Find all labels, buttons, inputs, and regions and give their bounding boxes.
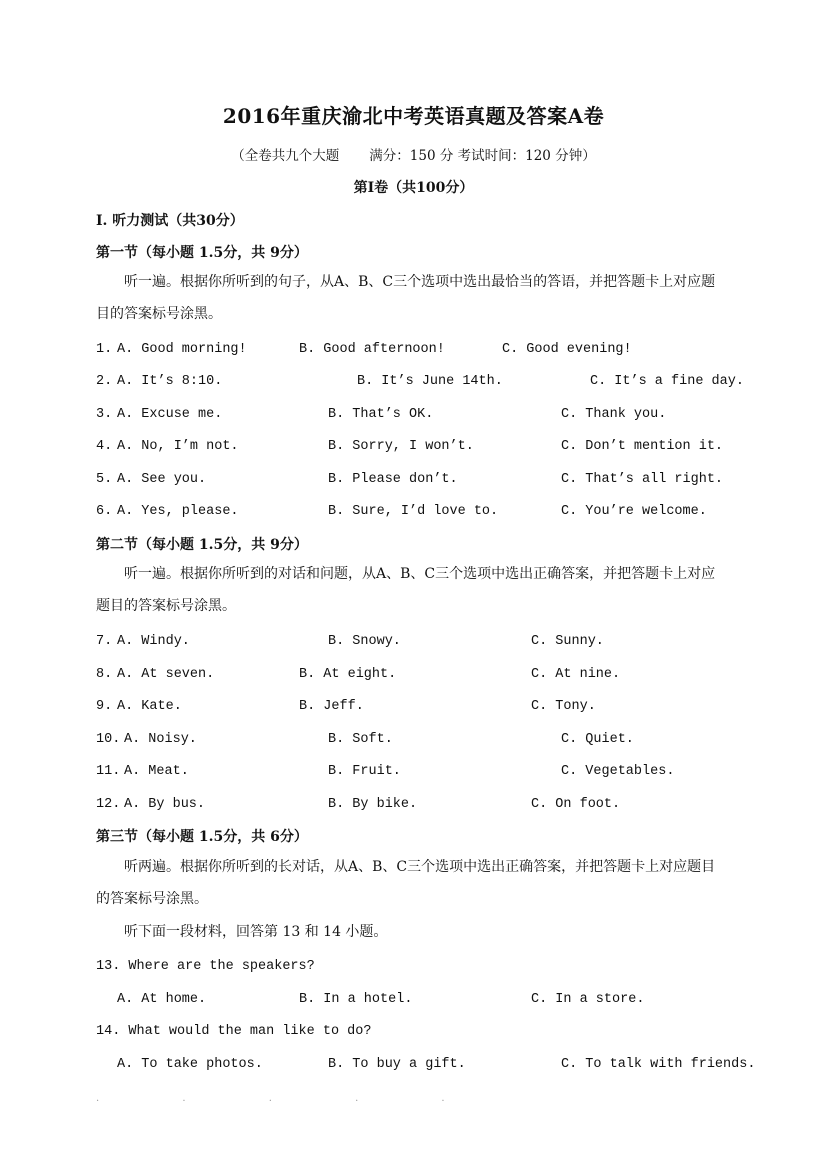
- option-b: B. To buy a gift.: [328, 1057, 466, 1072]
- option-a: A. Yes, please.: [117, 504, 239, 519]
- option-c: C. On foot.: [531, 797, 621, 812]
- option-a: A. At seven.: [117, 667, 215, 682]
- question-13-text: 13. Where are the speakers?: [96, 959, 315, 974]
- option-a: A. Windy.: [117, 634, 190, 649]
- option-a: A. See you.: [117, 472, 207, 487]
- question-number: 7.: [96, 634, 113, 649]
- option-b: B. Fruit.: [328, 764, 401, 779]
- option-b: B. Sorry, I won’t.: [328, 439, 474, 454]
- question-number: 2.: [96, 374, 113, 389]
- question-number: 11.: [96, 764, 121, 779]
- option-a: A. No, I’m not.: [117, 439, 239, 454]
- option-c: C. Tony.: [531, 699, 596, 714]
- page-title: 2016年重庆渝北中考英语真题及答案A卷: [222, 104, 605, 128]
- option-c: C. That’s all right.: [561, 472, 724, 487]
- question-number: 9.: [96, 699, 113, 714]
- exam-info-part-a: （全卷共九个大题: [231, 148, 340, 164]
- option-b: B. By bike.: [328, 797, 418, 812]
- option-a: A. At home.: [117, 992, 207, 1007]
- option-b: B. Jeff.: [299, 699, 364, 714]
- exam-info: [0, 144, 827, 164]
- option-a: A. To take photos.: [117, 1057, 263, 1072]
- option-c: C. In a store.: [531, 992, 645, 1007]
- part2-instruction: 听一遍。根据你所听到的对话和问题，从A、B、C三个选项中选出正确答案，并把答题卡上对应题目的答案标号涂黑。: [96, 566, 716, 614]
- question-14-text: 14. What would the man like to do?: [96, 1024, 372, 1039]
- option-b: B. Snowy.: [328, 634, 401, 649]
- option-a: A. Noisy.: [124, 732, 197, 747]
- question-number: 12.: [96, 797, 121, 812]
- volume-heading: 第I卷（共100分）: [353, 180, 474, 196]
- part2-heading: 第二节（每小题 1.5分，共 9分）: [96, 537, 308, 553]
- option-a: A. Kate.: [117, 699, 182, 714]
- option-c: C. Vegetables.: [561, 764, 675, 779]
- part3-instruction: 听两遍。根据你所听到的长对话，从A、B、C三个选项中选出正确答案，并把答题卡上对应题目的答案标号涂黑。: [96, 859, 716, 907]
- part3-material-note: 听下面一段材料，回答第 13 和 14 小题。: [124, 924, 388, 940]
- section-heading: I. 听力测试（共30分）: [96, 213, 244, 229]
- option-a: A. Meat.: [124, 764, 189, 779]
- option-c: C. Don’t mention it.: [561, 439, 724, 454]
- option-a: A. Excuse me.: [117, 407, 223, 422]
- option-c: C. Quiet.: [561, 732, 634, 747]
- exam-info-part-b: 满分：150 分 考试时间：120 分钟）: [369, 148, 596, 164]
- option-c: C. To talk with friends.: [561, 1057, 756, 1072]
- option-a: A. Good morning!: [117, 342, 247, 357]
- option-b: B. Soft.: [328, 732, 393, 747]
- part1-instruction: 听一遍。根据你所听到的句子，从A、B、C三个选项中选出最恰当的答语，并把答题卡上对应题目的答案标号涂黑。: [96, 274, 716, 322]
- option-c: C. You’re welcome.: [561, 504, 707, 519]
- question-number: 4.: [96, 439, 113, 454]
- option-c: C. Thank you.: [561, 407, 667, 422]
- option-a: A. It’s 8:10.: [117, 374, 223, 389]
- option-b: B. Sure, I’d love to.: [328, 504, 499, 519]
- option-c: C. It’s a fine day.: [590, 374, 744, 389]
- question-number: 10.: [96, 732, 121, 747]
- option-c: C. Sunny.: [531, 634, 604, 649]
- option-b: B. Good afternoon!: [299, 342, 445, 357]
- option-b: B. In a hotel.: [299, 992, 413, 1007]
- option-b: B. It’s June 14th.: [357, 374, 503, 389]
- option-c: C. At nine.: [531, 667, 621, 682]
- question-number: 3.: [96, 407, 113, 422]
- option-c: C. Good evening!: [502, 342, 632, 357]
- question-number: 8.: [96, 667, 113, 682]
- part1-heading: 第一节（每小题 1.5分，共 9分）: [96, 245, 308, 261]
- question-number: 1.: [96, 342, 113, 357]
- page-footer-dots: . . . . .: [96, 1093, 485, 1104]
- question-number: 6.: [96, 504, 113, 519]
- part3-heading: 第三节（每小题 1.5分，共 6分）: [96, 829, 308, 845]
- option-b: B. Please don’t.: [328, 472, 458, 487]
- option-b: B. That’s OK.: [328, 407, 434, 422]
- option-b: B. At eight.: [299, 667, 397, 682]
- question-number: 5.: [96, 472, 113, 487]
- option-a: A. By bus.: [124, 797, 206, 812]
